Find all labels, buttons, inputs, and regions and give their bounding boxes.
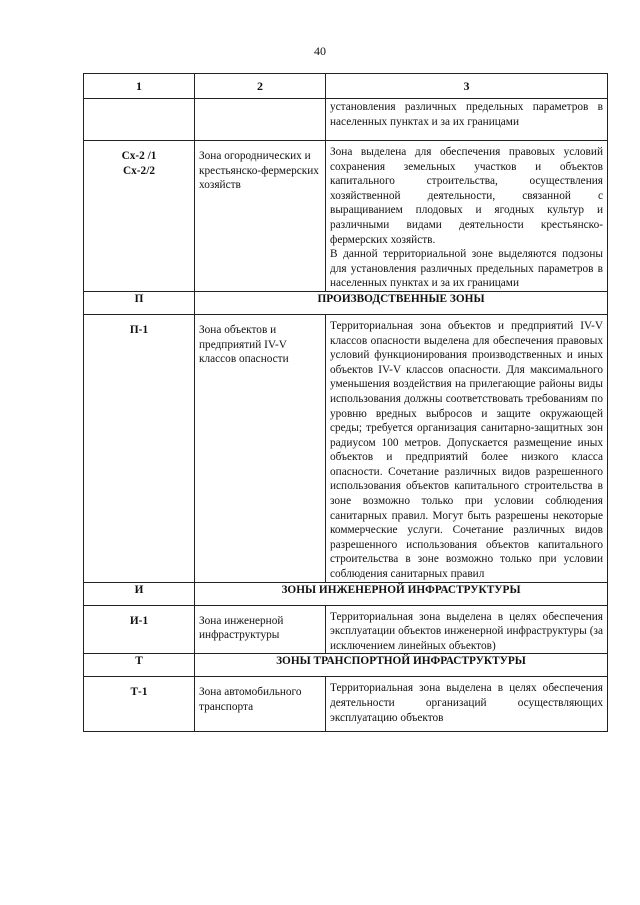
zone-name-cell: Зона объектов и предприятий IV-V классов опасности xyxy=(195,314,326,582)
zone-code-cell: И-1 xyxy=(84,605,195,654)
table-row xyxy=(84,605,608,654)
zone-description-cell xyxy=(326,605,608,654)
zone-code-cell: Т-1 xyxy=(84,677,195,732)
table-header-row xyxy=(84,74,608,99)
zoning-table xyxy=(83,73,608,732)
zone-code-cell xyxy=(84,99,195,141)
section-title: ЗОНЫ ТРАНСПОРТНОЙ ИНФРАСТРУКТУРЫ xyxy=(195,654,608,677)
column-header: 3 xyxy=(326,74,608,99)
section-code: Т xyxy=(84,654,195,677)
section-title: ПРОИЗВОДСТВЕННЫЕ ЗОНЫ xyxy=(195,291,608,314)
section-code: И xyxy=(84,582,195,605)
zone-description-cell xyxy=(326,314,608,582)
zone-name-cell: Зона инженерной инфраструктуры xyxy=(195,605,326,654)
section-code: П xyxy=(84,291,195,314)
column-header: 1 xyxy=(84,74,195,99)
zone-name-cell: Зона автомобильного транспорта xyxy=(195,677,326,732)
zone-code-cell: Сх-2 /1 Сх-2/2 xyxy=(84,141,195,292)
section-header-row xyxy=(84,654,608,677)
column-header: 2 xyxy=(195,74,326,99)
table-row xyxy=(84,141,608,292)
zone-description-cell: установления различных предельных параметров в населенных пунктах и за их границами xyxy=(326,99,608,141)
zone-description-cell xyxy=(326,141,608,292)
zone-name-cell: Зона огороднических и крестьянско-фермерских хозяйств xyxy=(195,141,326,292)
page-number: 40 xyxy=(314,44,326,58)
table-row xyxy=(84,677,608,732)
section-title: ЗОНЫ ИНЖЕНЕРНОЙ ИНФРАСТРУКТУРЫ xyxy=(195,582,608,605)
description-paragraph: Территориальная зона выделена в целях обеспечения эксплуатации объектов инженерной инфраструктуры (за исключением линейных объектов) xyxy=(330,610,603,652)
zone-name-cell xyxy=(195,99,326,141)
description-paragraph: Территориальная зона объектов и предприятий IV-V классов опасности выделена для обеспечения правовых условий функционирования производственных и иных объектов IV-V классов опасности. Для максимального уменьшения воздействия на прилегающие районы виды использования должны соответствовать требованиям по уровню вредных выбросов и защите окружающей среды; требуется организация санитарно-защитных зон радиусом 100 метров. Допускается размещение иных объектов и предприятий более низкого класса опасности. Сочетание различных видов разрешенного использования объектов капитального строительства в зоне возможно только при условии соблюдения санитарных правил. Могут быть разрешены некоторые коммерческие услуги. Сочетание различных видов разрешенного использования объектов капитального строительства в зоне возможно только при условии соблюдения санитарных правил xyxy=(330,319,603,581)
table-row-continuation xyxy=(84,99,608,141)
zone-description-cell xyxy=(326,677,608,732)
description-paragraph: В данной территориальной зоне выделяются подзоны для установления различных предельных параметров в населенных пунктах и за их границами xyxy=(330,248,603,290)
section-header-row xyxy=(84,582,608,605)
description-paragraph: Зона выделена для обеспечения правовых условий сохранения земельных участков и объектов капитального строительства, осуществления хозяйственной деятельности, связанной с выращиванием плодовых и ягодных культур и различными видами деятельности крестьянско-фермерских хозяйств. xyxy=(330,146,603,246)
zone-code-cell: П-1 xyxy=(84,314,195,582)
description-paragraph: Территориальная зона выделена в целях обеспечения деятельности организаций осуществляющих эксплуатацию объектов xyxy=(330,682,603,724)
table-row xyxy=(84,314,608,582)
table-body xyxy=(84,99,608,732)
section-header-row xyxy=(84,291,608,314)
